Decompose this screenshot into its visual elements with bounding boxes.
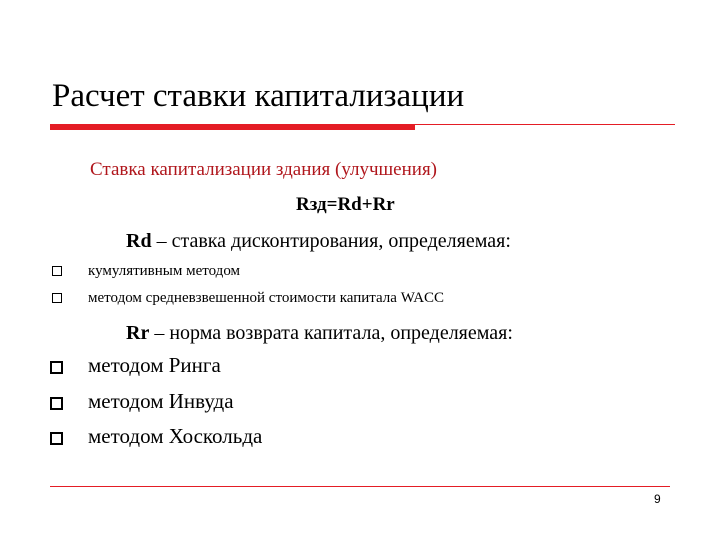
rd-heading: [126, 229, 511, 253]
title-underline-thick: [50, 124, 415, 130]
rd-symbol: Rd: [126, 230, 152, 252]
hollow-square-bullet-icon: [50, 432, 63, 445]
footer-rule: [50, 486, 670, 487]
rd-heading-text: – ставка дисконтирования, определяемая:: [151, 230, 511, 252]
hollow-square-bullet-icon: [50, 361, 63, 374]
rr-heading: [126, 320, 513, 346]
rr-method-item: методом Инвуда: [88, 389, 234, 413]
rr-heading-text: – норма возврата капитала, определяемая:: [149, 322, 513, 344]
title-underline-thin: [415, 124, 675, 125]
rr-symbol: Rr: [126, 322, 150, 344]
slide-title: Расчет ставки капитализации: [52, 78, 465, 114]
hollow-square-bullet-icon: [52, 293, 62, 303]
rd-method-item: методом средневзвешенной стоимости капитала WACC: [88, 290, 445, 306]
slide-subtitle: Ставка капитализации здания (улучшения): [90, 159, 438, 180]
rr-method-item: методом Ринга: [88, 353, 221, 377]
hollow-square-bullet-icon: [52, 266, 62, 276]
rr-method-item: методом Хоскольда: [88, 424, 263, 448]
capitalization-formula: Rзд=Rd+Rr: [296, 194, 395, 215]
page-number: 9: [654, 492, 661, 506]
hollow-square-bullet-icon: [50, 397, 63, 410]
rd-method-item: кумулятивным методом: [88, 263, 241, 279]
